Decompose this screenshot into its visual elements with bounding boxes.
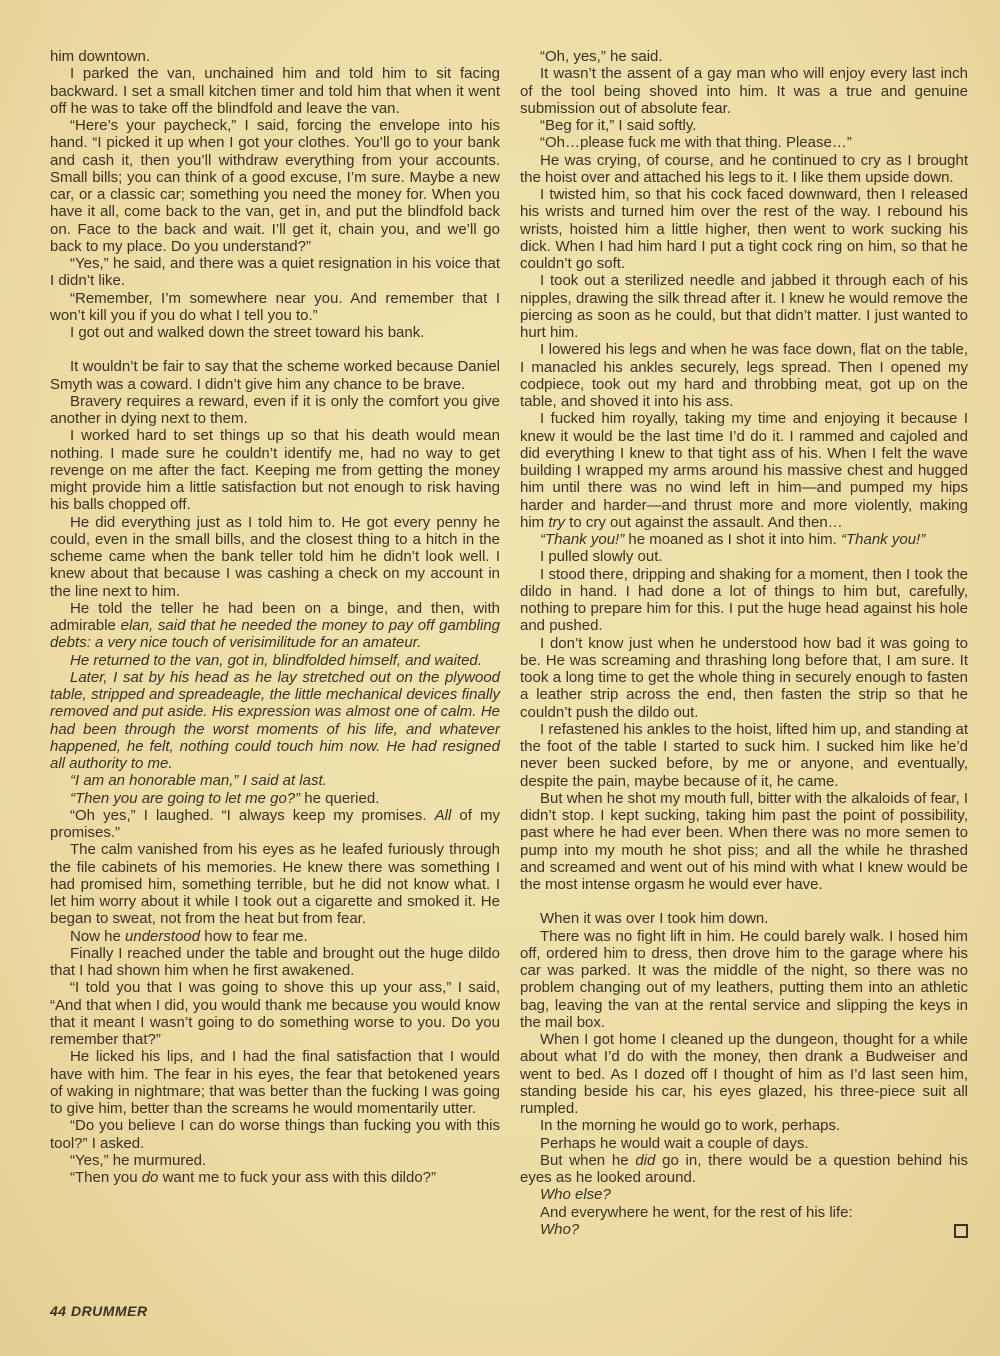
text: He told the teller he had been on a binge, and then, with admirable: [50, 599, 500, 634]
paragraph: [520, 272, 968, 341]
paragraph: [520, 1221, 968, 1238]
paragraph: [520, 152, 968, 187]
paragraph: [50, 48, 500, 65]
italic-text: Who else?: [540, 1186, 611, 1204]
italic-text: He returned to the van, got in, blindfolded himself, and waited.: [70, 651, 482, 669]
text: “Then you: [70, 1169, 142, 1186]
paragraph: [50, 945, 500, 980]
paragraph: [50, 928, 500, 945]
paragraph: [520, 341, 968, 410]
page-folio: 44 DRUMMER: [50, 1303, 148, 1319]
paragraph: [520, 48, 968, 65]
paragraph: [50, 1117, 500, 1152]
text: him downtown.: [50, 48, 151, 65]
text: “Do you believe I can do worse things than fucking you with this tool?” I asked.: [50, 1117, 500, 1152]
italic-text: “I am an honorable man,” I said at last.: [70, 772, 327, 790]
paragraph: [50, 652, 500, 669]
text: It wasn’t the assent of a gay man who will enjoy every last inch of the tool being shoved into him. It was a true and genuine submission out of absolute fear.: [520, 65, 968, 117]
text: of my promises.”: [50, 806, 500, 841]
text: how to fear me.: [200, 927, 308, 945]
paragraph: [50, 427, 500, 513]
paragraph: [50, 600, 500, 652]
text: I parked the van, unchained him and told him to sit facing backward. I set a small kitchen timer and told him that when it went off he was to take off the blindfold and leave the van.: [50, 65, 500, 117]
paragraph: [520, 928, 968, 1032]
text: It wouldn’t be fair to say that the scheme worked because Daniel Smyth was a coward. I didn’t give him any chance to be brave.: [50, 358, 500, 393]
paragraph: [50, 1152, 500, 1169]
paragraph: [50, 669, 500, 773]
text: “I told you that I was going to shove this up your ass,” I said, “And that when I did, you would thank me because you would know that it meant I wasn’t going to do something worse to you. Do you remember that?”: [50, 979, 500, 1048]
text: he queried.: [300, 789, 380, 807]
text: I twisted him, so that his cock faced downward, then I released his wrists and turned him over the rest of the way. I rebound his wrists, hoisted him a little higher, then went to work sucking his dick. When I had him hard I put a tight cock ring on him, so that he couldn’t go soft.: [520, 186, 968, 272]
paragraph: [50, 324, 500, 341]
paragraph: [50, 1048, 500, 1117]
paragraph: [520, 117, 968, 134]
text: The calm vanished from his eyes as he leafed furiously through the file cabinets of his memories. He knew there was something I had promised him, something terrible, but he did not know what. I let him worry about it while I took out a cigarette and smoked it. He began to sweat, not from the heat but from fear.: [50, 841, 500, 928]
text: I lowered his legs and when he was face down, flat on the table, I manacled his ankles securely, legs spread. Then I opened my codpiece, took out my hard and throbbing meat, got up on the table, and shoved it into his ass.: [520, 341, 968, 410]
text: There was no fight lift in him. He could barely walk. I hosed him off, ordered him to dress, then drove him to the garage where his car was parked. It was the middle of the night, so there was no problem changing out of my leathers, putting them into an athletic bag, leaving the van at the rental service and slipping the keys in the mail box.: [520, 927, 968, 1031]
text: When it was over I took him down.: [540, 910, 769, 928]
italic-text: All: [434, 806, 452, 824]
text: to cry out against the assault. And then…: [565, 513, 843, 531]
text: I got out and walked down the street toward his bank.: [70, 324, 425, 341]
paragraph: [520, 186, 968, 272]
text: “Oh yes,” I laughed. “I always keep my promises.: [70, 806, 435, 824]
text: Now he: [70, 927, 126, 945]
text: go in, there would be a question behind his eyes as he looked around.: [520, 1151, 969, 1186]
paragraph: [520, 910, 968, 927]
section-break: [520, 893, 968, 910]
paragraph: [50, 841, 500, 927]
paragraph: [520, 1186, 968, 1203]
text: Perhaps he would wait a couple of days.: [540, 1134, 809, 1152]
paragraph: [50, 772, 500, 789]
paragraph: [520, 548, 968, 565]
paragraph: [520, 1117, 968, 1134]
text: “Yes,” he murmured.: [70, 1151, 207, 1169]
text: He was crying, of course, and he continued to cry as I brought the hoist over and attached his legs to it. I like them upside down.: [520, 151, 968, 186]
paragraph: [50, 255, 500, 290]
paragraph: [50, 393, 500, 428]
italic-text: try: [548, 513, 566, 531]
paragraph: [520, 635, 968, 721]
italic-text: do: [141, 1169, 159, 1186]
paragraph: [50, 1169, 500, 1186]
paragraph: [50, 358, 500, 393]
text: And everywhere he went, for the rest of his life:: [540, 1203, 853, 1221]
text: “Beg for it,” I said softly.: [540, 117, 697, 134]
paragraph: [520, 721, 968, 790]
italic-text: Who?: [540, 1220, 580, 1238]
paragraph: [50, 514, 500, 600]
paragraph: [520, 1135, 968, 1152]
text: he moaned as I shot it into him.: [624, 531, 841, 548]
text: want me to fuck your ass with this dildo?”: [158, 1169, 437, 1186]
text: He did everything just as I told him to. He got every penny he could, even in the small bills, and the closest thing to a hitch in the scheme came when the bank teller told him he didn’t look well. I knew about that because I was cashing a check on my account in the line next to him.: [50, 513, 500, 600]
text: I stood there, dripping and shaking for a moment, then I took the dildo in hand. I had done a lot of things to him but, carefully, nothing to prepare him for this. I put the huge head against his hole and pushed.: [520, 565, 968, 635]
text: “Here’s your paycheck,” I said, forcing the envelope into his hand. “I picked it up when I got your clothes. You’ll go to your bank and cash it, then you’ll withdraw everything from your accounts. Small bills; you can think of a good excuse, I’m sure. Maybe a new car, or a classic car; something you need the money for. When you have it all, come back to the van, get in, and put the blindfold back on. Face to the back and wait. I’ll get it, chain you, and we’ll go back to my place. Do you understand?”: [50, 117, 500, 255]
text: But when he shot my mouth full, bitter with the alkaloids of fear, I didn’t stop. I kept sucking, taking him past the point of possibility, past where he had ever been. When there was no more semen to pump into my mouth he shot piss; and all the while he thrashed and screamed and went out of his mind with what I knew would be the most intense orgasm he would ever have.: [520, 789, 968, 893]
paragraph: [50, 790, 500, 807]
paragraph: [520, 790, 968, 894]
paragraph: [50, 807, 500, 842]
text: I took out a sterilized needle and jabbed it through each of his nipples, drawing the silk thread after it. I knew he would remove the piercing as soon as he could, but that didn’t matter. I just wanted to hurt him.: [520, 272, 968, 341]
italic-text: understood: [125, 927, 201, 945]
text: Finally I reached under the table and brought out the huge dildo that I had shown him when he first awakened.: [50, 944, 500, 979]
text: In the morning he would go to work, perhaps.: [540, 1117, 841, 1135]
italic-text: elan, said that he needed the money to pay off gambling debts: a very nice touch of verisimilitude for an amateur.: [50, 617, 500, 652]
paragraph: [520, 410, 968, 531]
text: “Yes,” he said, and there was a quiet resignation in his voice that I didn’t like.: [50, 255, 500, 290]
paragraph: [50, 979, 500, 1048]
text: He licked his lips, and I had the final satisfaction that I would have with him. The fear in his eyes, the fear that betokened years of waking in nightmare; that was better than the fucking I was going to give him, better than the screams he would momentarily utter.: [50, 1048, 500, 1117]
text: I don’t know just when he understood how bad it was going to be. He was screaming and thrashing long before that, I am sure. It took a long time to get the whole thing in securely enough to fasten a leather strip across the end, then fasten the strip so that he couldn’t push the dildo out.: [520, 634, 968, 721]
text: “Remember, I’m somewhere near you. And remember that I won’t kill you if you do what I tell you to.”: [50, 289, 500, 324]
italic-text: Later, I sat by his head as he lay stretched out on the plywood table, stripped and spreadeagle, the little mechanical devices finally removed and put aside. His expression was almost one of calm. He had been through the worst moments of his life, and whatever happened, he felt, nothing could touch him now. He had resigned all authority to me.: [50, 668, 500, 772]
paragraph: [50, 65, 500, 117]
end-of-story-square-icon: [954, 1224, 968, 1238]
paragraph: [520, 65, 968, 117]
paragraph: [520, 531, 968, 548]
text: I pulled slowly out.: [540, 548, 663, 566]
text: Bravery requires a reward, even if it is only the comfort you give another in dying next to them.: [50, 392, 500, 427]
italic-text: “Thank you!”: [841, 531, 926, 548]
paragraph: [50, 290, 500, 325]
text: I fucked him royally, taking my time and enjoying it because I knew it would be the last time I’d do it. I rammed and cajoled and did everything I knew to that tight ass of his. When I felt the wave building I wrapped my arms around his massive chest and hugged him until there was no wind left in him—and pumped my hips harder and harder—and thrust more and more violently, making him: [520, 410, 968, 531]
paragraph: [520, 1031, 968, 1117]
right-column: [520, 48, 968, 1238]
paragraph: [50, 117, 500, 255]
paragraph: [520, 1204, 968, 1221]
paragraph: [520, 134, 968, 151]
text: But when he: [540, 1151, 636, 1169]
left-column: [50, 48, 500, 1186]
text: I refastened his ankles to the hoist, lifted him up, and standing at the foot of the table I started to suck him. I sucked him like he’d never been sucked before, by me or anyone, and eventually, despite the pain, maybe because of it, he came.: [520, 720, 968, 790]
text: I worked hard to set things up so that his death would mean nothing. I made sure he couldn’t identify me, had no way to get revenge on me after the fact. Keeping me from getting the money might provide him a little satisfaction but not enough to risk having his balls chopped off.: [50, 427, 500, 514]
paragraph: [520, 566, 968, 635]
section-break: [50, 341, 500, 358]
italic-text: “Thank you!”: [540, 531, 625, 548]
text: “Oh…please fuck me with that thing. Please…”: [540, 134, 852, 152]
text: “Oh, yes,” he said.: [540, 48, 663, 65]
italic-text: “Then you are going to let me go?”: [70, 789, 301, 807]
italic-text: did: [635, 1151, 656, 1169]
paragraph: [520, 1152, 968, 1187]
text: When I got home I cleaned up the dungeon, thought for a while about what I’d do with the money, then drank a Budweiser and went to bed. As I dozed off I thought of him as I’d last seen him, standing beside his car, his eyes glazed, his three-piece suit all rumpled.: [520, 1031, 968, 1117]
